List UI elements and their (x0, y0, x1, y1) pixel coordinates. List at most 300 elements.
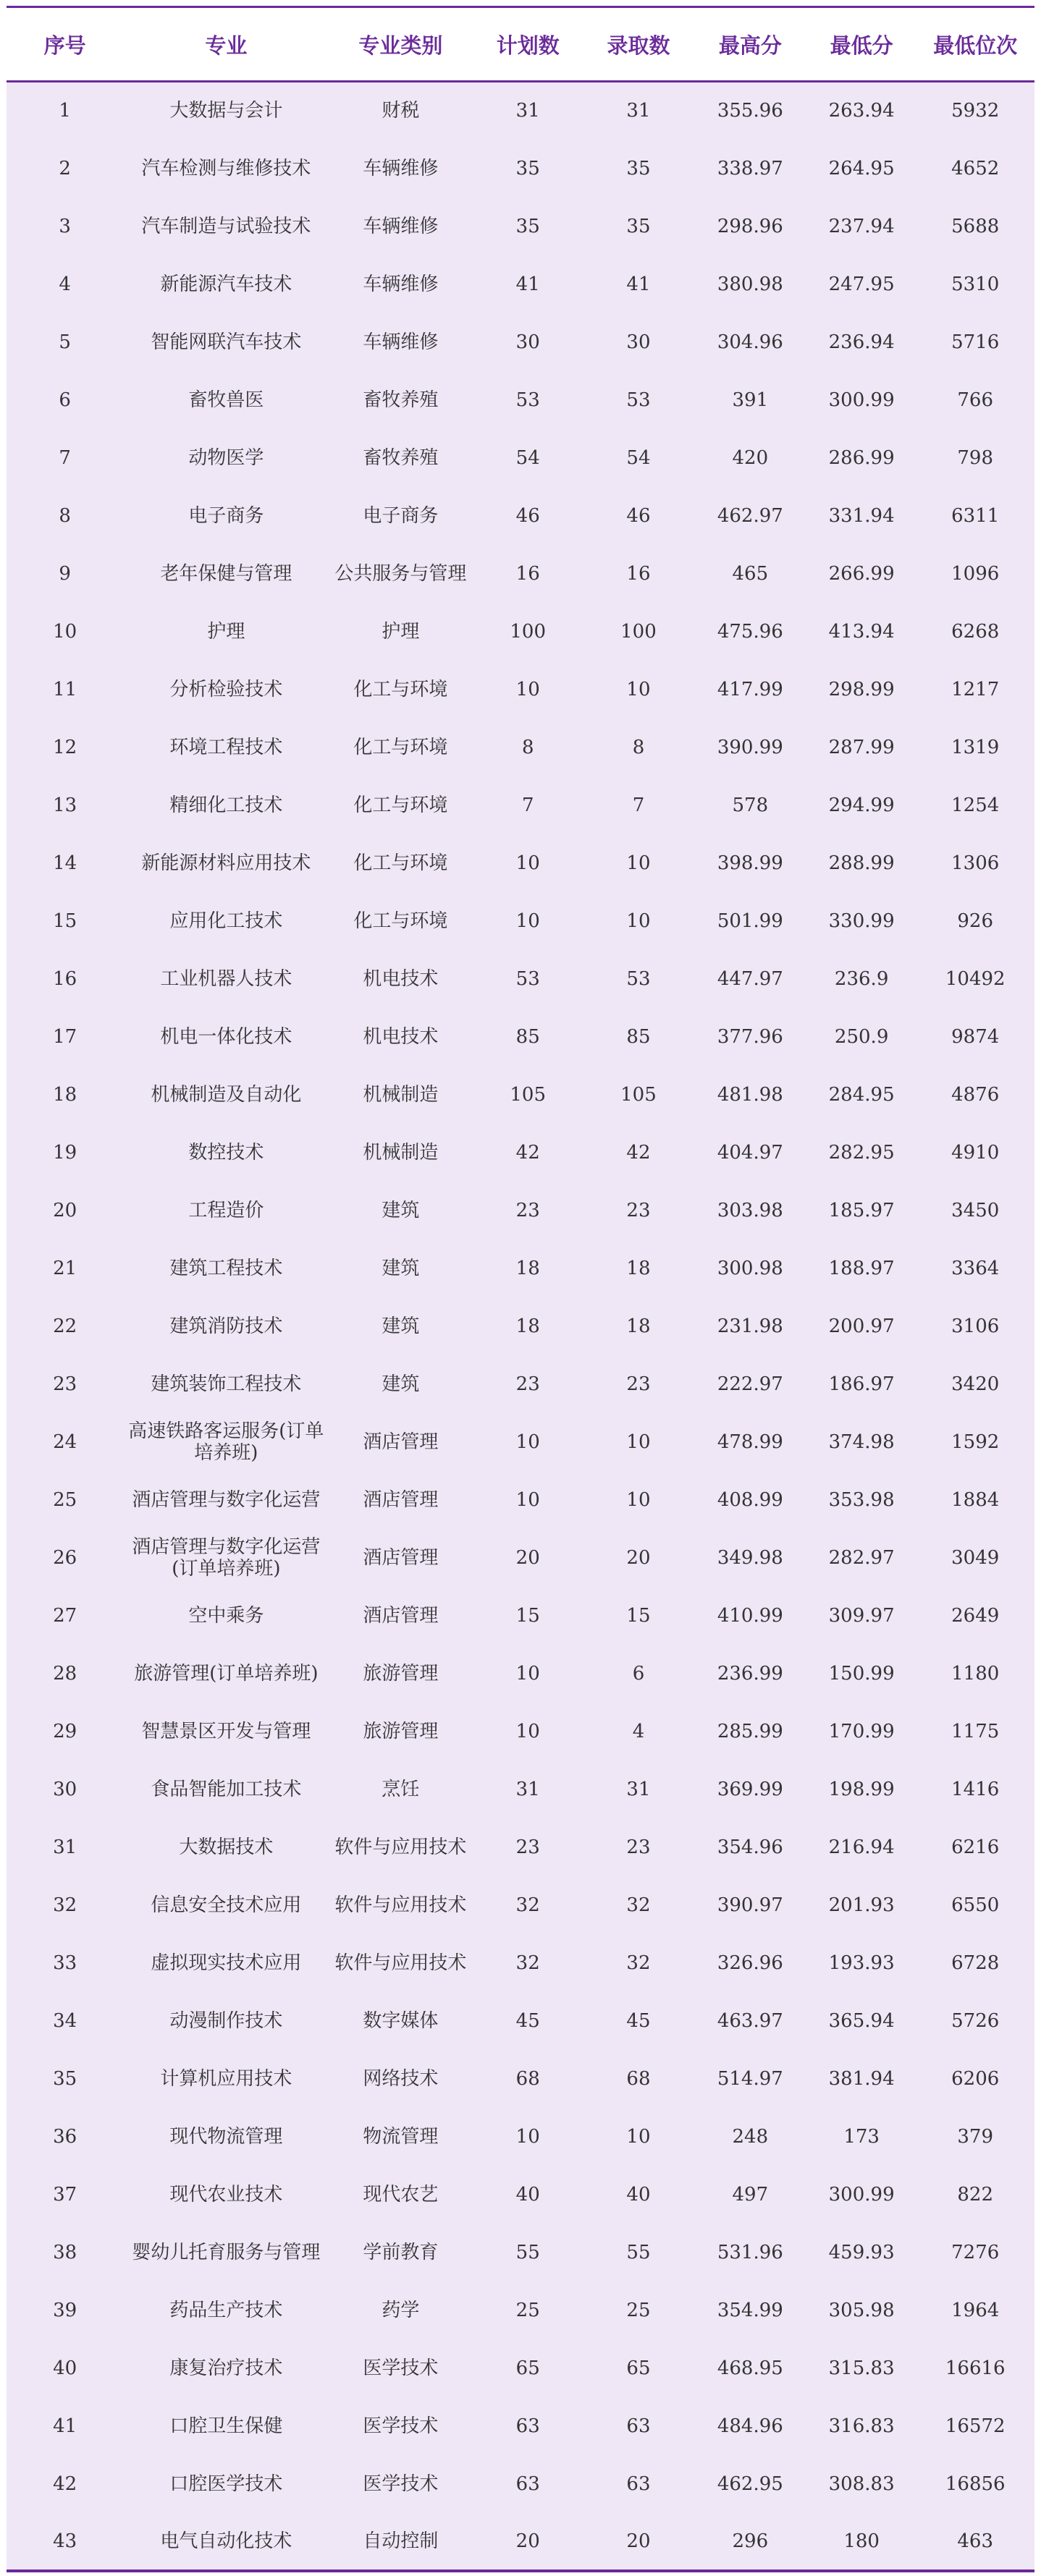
cell-index: 18 (7, 1066, 123, 1124)
cell-major: 分析检验技术 (123, 661, 329, 719)
cell-planned: 7 (472, 776, 583, 834)
cell-category: 畜牧养殖 (329, 371, 472, 429)
cell-category: 车辆维修 (329, 140, 472, 198)
header-row (7, 7, 1034, 82)
cell-index: 20 (7, 1182, 123, 1240)
header-index: 序号 (7, 7, 123, 82)
cell-index: 40 (7, 2339, 123, 2397)
cell-max-score: 398.99 (694, 834, 807, 892)
cell-min-score: 284.95 (807, 1066, 916, 1124)
cell-planned: 10 (472, 834, 583, 892)
cell-category: 旅游管理 (329, 1645, 472, 1703)
cell-admitted: 20 (583, 2513, 694, 2571)
cell-planned: 18 (472, 1240, 583, 1297)
cell-category: 旅游管理 (329, 1703, 472, 1761)
cell-min-rank: 1096 (916, 545, 1034, 603)
table-row (7, 1587, 1034, 1645)
cell-min-score: 459.93 (807, 2224, 916, 2281)
cell-min-score: 198.99 (807, 1761, 916, 1818)
cell-index: 32 (7, 1876, 123, 1934)
cell-admitted: 105 (583, 1066, 694, 1124)
cell-major: 工业机器人技术 (123, 950, 329, 1008)
table-row (7, 1761, 1034, 1818)
cell-min-score: 216.94 (807, 1818, 916, 1876)
table-row (7, 1471, 1034, 1529)
cell-min-score: 287.99 (807, 719, 916, 776)
table-row (7, 140, 1034, 198)
cell-planned: 31 (472, 1761, 583, 1818)
cell-planned: 23 (472, 1818, 583, 1876)
table-row (7, 719, 1034, 776)
cell-major: 现代农业技术 (123, 2166, 329, 2224)
cell-admitted: 65 (583, 2339, 694, 2397)
admission-table-page (7, 6, 1034, 2572)
cell-admitted: 46 (583, 487, 694, 545)
cell-category: 医学技术 (329, 2397, 472, 2455)
table-row (7, 1818, 1034, 1876)
cell-max-score: 531.96 (694, 2224, 807, 2281)
cell-max-score: 408.99 (694, 1471, 807, 1529)
cell-admitted: 20 (583, 1529, 694, 1587)
cell-category: 物流管理 (329, 2108, 472, 2166)
cell-planned: 32 (472, 1876, 583, 1934)
cell-max-score: 390.97 (694, 1876, 807, 1934)
cell-index: 22 (7, 1297, 123, 1355)
table-row (7, 1297, 1034, 1355)
cell-max-score: 475.96 (694, 603, 807, 661)
cell-min-score: 188.97 (807, 1240, 916, 1297)
cell-min-score: 236.94 (807, 313, 916, 371)
cell-index: 24 (7, 1413, 123, 1471)
cell-admitted: 32 (583, 1934, 694, 1992)
admission-score-table (7, 6, 1034, 2572)
cell-category: 化工与环境 (329, 776, 472, 834)
cell-index: 17 (7, 1008, 123, 1066)
cell-index: 6 (7, 371, 123, 429)
cell-min-rank: 6216 (916, 1818, 1034, 1876)
cell-category: 化工与环境 (329, 834, 472, 892)
cell-planned: 20 (472, 1529, 583, 1587)
cell-category: 化工与环境 (329, 892, 472, 950)
cell-max-score: 304.96 (694, 313, 807, 371)
cell-index: 28 (7, 1645, 123, 1703)
table-row (7, 429, 1034, 487)
cell-min-rank: 5688 (916, 198, 1034, 255)
cell-min-rank: 1964 (916, 2281, 1034, 2339)
cell-category: 酒店管理 (329, 1587, 472, 1645)
cell-planned: 65 (472, 2339, 583, 2397)
cell-min-score: 308.83 (807, 2455, 916, 2513)
cell-min-rank: 16856 (916, 2455, 1034, 2513)
cell-category: 建筑 (329, 1355, 472, 1413)
cell-category: 机械制造 (329, 1124, 472, 1182)
cell-admitted: 4 (583, 1703, 694, 1761)
cell-min-rank: 9874 (916, 1008, 1034, 1066)
header-category: 专业类别 (329, 7, 472, 82)
cell-min-rank: 5726 (916, 1992, 1034, 2050)
table-header (7, 7, 1034, 82)
cell-category: 医学技术 (329, 2339, 472, 2397)
cell-min-rank: 3364 (916, 1240, 1034, 1297)
cell-max-score: 300.98 (694, 1240, 807, 1297)
cell-min-score: 150.99 (807, 1645, 916, 1703)
cell-planned: 10 (472, 1471, 583, 1529)
cell-major: 口腔医学技术 (123, 2455, 329, 2513)
cell-category: 车辆维修 (329, 255, 472, 313)
cell-category: 现代农艺 (329, 2166, 472, 2224)
cell-min-score: 381.94 (807, 2050, 916, 2108)
cell-min-rank: 1217 (916, 661, 1034, 719)
cell-major: 旅游管理(订单培养班) (123, 1645, 329, 1703)
cell-planned: 53 (472, 950, 583, 1008)
cell-admitted: 42 (583, 1124, 694, 1182)
cell-category: 畜牧养殖 (329, 429, 472, 487)
cell-min-score: 288.99 (807, 834, 916, 892)
cell-min-rank: 16616 (916, 2339, 1034, 2397)
cell-major: 大数据与会计 (123, 82, 329, 140)
cell-admitted: 32 (583, 1876, 694, 1934)
cell-planned: 10 (472, 892, 583, 950)
cell-admitted: 7 (583, 776, 694, 834)
cell-major: 建筑装饰工程技术 (123, 1355, 329, 1413)
cell-planned: 30 (472, 313, 583, 371)
cell-min-score: 237.94 (807, 198, 916, 255)
cell-major: 信息安全技术应用 (123, 1876, 329, 1934)
cell-max-score: 462.95 (694, 2455, 807, 2513)
header-min-score: 最低分 (807, 7, 916, 82)
cell-min-score: 200.97 (807, 1297, 916, 1355)
cell-index: 37 (7, 2166, 123, 2224)
cell-max-score: 377.96 (694, 1008, 807, 1066)
cell-planned: 54 (472, 429, 583, 487)
cell-max-score: 326.96 (694, 1934, 807, 1992)
cell-major: 康复治疗技术 (123, 2339, 329, 2397)
cell-min-rank: 6550 (916, 1876, 1034, 1934)
cell-planned: 42 (472, 1124, 583, 1182)
cell-major: 高速铁路客运服务(订单培养班) (123, 1413, 329, 1471)
cell-admitted: 10 (583, 661, 694, 719)
cell-min-score: 282.95 (807, 1124, 916, 1182)
cell-min-score: 286.99 (807, 429, 916, 487)
cell-index: 39 (7, 2281, 123, 2339)
cell-major: 酒店管理与数字化运营(订单培养班) (123, 1529, 329, 1587)
cell-min-rank: 1180 (916, 1645, 1034, 1703)
cell-category: 酒店管理 (329, 1413, 472, 1471)
cell-max-score: 391 (694, 371, 807, 429)
cell-major: 酒店管理与数字化运营 (123, 1471, 329, 1529)
cell-index: 1 (7, 82, 123, 140)
cell-max-score: 447.97 (694, 950, 807, 1008)
cell-min-rank: 1306 (916, 834, 1034, 892)
cell-planned: 10 (472, 1703, 583, 1761)
cell-category: 化工与环境 (329, 661, 472, 719)
cell-min-rank: 379 (916, 2108, 1034, 2166)
cell-index: 19 (7, 1124, 123, 1182)
cell-min-score: 315.83 (807, 2339, 916, 2397)
table-row (7, 892, 1034, 950)
cell-major: 动漫制作技术 (123, 1992, 329, 2050)
table-row (7, 1529, 1034, 1587)
cell-category: 软件与应用技术 (329, 1934, 472, 1992)
cell-index: 8 (7, 487, 123, 545)
cell-planned: 18 (472, 1297, 583, 1355)
cell-min-rank: 4876 (916, 1066, 1034, 1124)
cell-min-rank: 822 (916, 2166, 1034, 2224)
cell-major: 护理 (123, 603, 329, 661)
cell-category: 机械制造 (329, 1066, 472, 1124)
cell-index: 14 (7, 834, 123, 892)
cell-min-rank: 1319 (916, 719, 1034, 776)
cell-major: 食品智能加工技术 (123, 1761, 329, 1818)
cell-category: 建筑 (329, 1240, 472, 1297)
table-row (7, 661, 1034, 719)
cell-admitted: 53 (583, 950, 694, 1008)
cell-category: 化工与环境 (329, 719, 472, 776)
cell-min-score: 294.99 (807, 776, 916, 834)
cell-index: 25 (7, 1471, 123, 1529)
cell-min-rank: 16572 (916, 2397, 1034, 2455)
cell-admitted: 10 (583, 892, 694, 950)
table-row (7, 2513, 1034, 2571)
cell-category: 机电技术 (329, 1008, 472, 1066)
cell-category: 软件与应用技术 (329, 1876, 472, 1934)
table-row (7, 1703, 1034, 1761)
cell-category: 烹饪 (329, 1761, 472, 1818)
cell-category: 车辆维修 (329, 313, 472, 371)
cell-min-score: 374.98 (807, 1413, 916, 1471)
cell-max-score: 296 (694, 2513, 807, 2571)
table-row (7, 487, 1034, 545)
cell-planned: 68 (472, 2050, 583, 2108)
table-row (7, 776, 1034, 834)
cell-major: 大数据技术 (123, 1818, 329, 1876)
cell-major: 畜牧兽医 (123, 371, 329, 429)
cell-major: 药品生产技术 (123, 2281, 329, 2339)
cell-admitted: 18 (583, 1297, 694, 1355)
cell-planned: 32 (472, 1934, 583, 1992)
cell-index: 26 (7, 1529, 123, 1587)
cell-min-score: 331.94 (807, 487, 916, 545)
table-row (7, 1182, 1034, 1240)
table-row (7, 2224, 1034, 2281)
cell-min-rank: 6268 (916, 603, 1034, 661)
cell-admitted: 55 (583, 2224, 694, 2281)
cell-planned: 41 (472, 255, 583, 313)
cell-category: 学前教育 (329, 2224, 472, 2281)
cell-min-rank: 1175 (916, 1703, 1034, 1761)
cell-index: 41 (7, 2397, 123, 2455)
cell-min-score: 298.99 (807, 661, 916, 719)
cell-min-rank: 3450 (916, 1182, 1034, 1240)
cell-category: 财税 (329, 82, 472, 140)
cell-planned: 10 (472, 1413, 583, 1471)
table-row (7, 1413, 1034, 1471)
cell-planned: 25 (472, 2281, 583, 2339)
cell-index: 16 (7, 950, 123, 1008)
cell-max-score: 501.99 (694, 892, 807, 950)
table-row (7, 834, 1034, 892)
cell-max-score: 231.98 (694, 1297, 807, 1355)
cell-max-score: 417.99 (694, 661, 807, 719)
cell-category: 公共服务与管理 (329, 545, 472, 603)
cell-max-score: 354.99 (694, 2281, 807, 2339)
header-planned: 计划数 (472, 7, 583, 82)
cell-min-score: 316.83 (807, 2397, 916, 2455)
cell-index: 27 (7, 1587, 123, 1645)
cell-min-rank: 798 (916, 429, 1034, 487)
cell-max-score: 420 (694, 429, 807, 487)
cell-planned: 15 (472, 1587, 583, 1645)
cell-min-rank: 3106 (916, 1297, 1034, 1355)
cell-admitted: 16 (583, 545, 694, 603)
cell-major: 机电一体化技术 (123, 1008, 329, 1066)
table-row (7, 371, 1034, 429)
cell-min-rank: 5716 (916, 313, 1034, 371)
table-row (7, 2108, 1034, 2166)
cell-index: 15 (7, 892, 123, 950)
cell-min-score: 353.98 (807, 1471, 916, 1529)
cell-max-score: 514.97 (694, 2050, 807, 2108)
cell-major: 环境工程技术 (123, 719, 329, 776)
cell-min-rank: 3420 (916, 1355, 1034, 1413)
cell-max-score: 354.96 (694, 1818, 807, 1876)
cell-planned: 53 (472, 371, 583, 429)
cell-max-score: 338.97 (694, 140, 807, 198)
cell-index: 3 (7, 198, 123, 255)
cell-major: 汽车制造与试验技术 (123, 198, 329, 255)
cell-min-score: 263.94 (807, 82, 916, 140)
cell-admitted: 6 (583, 1645, 694, 1703)
cell-min-rank: 6728 (916, 1934, 1034, 1992)
header-admitted: 录取数 (583, 7, 694, 82)
cell-category: 自动控制 (329, 2513, 472, 2571)
cell-major: 婴幼儿托育服务与管理 (123, 2224, 329, 2281)
cell-min-score: 170.99 (807, 1703, 916, 1761)
cell-max-score: 380.98 (694, 255, 807, 313)
cell-index: 9 (7, 545, 123, 603)
table-row (7, 1066, 1034, 1124)
table-row (7, 1008, 1034, 1066)
cell-major: 新能源材料应用技术 (123, 834, 329, 892)
cell-major: 汽车检测与维修技术 (123, 140, 329, 198)
cell-major: 虚拟现实技术应用 (123, 1934, 329, 1992)
table-row (7, 313, 1034, 371)
cell-min-score: 193.93 (807, 1934, 916, 1992)
cell-planned: 46 (472, 487, 583, 545)
cell-min-score: 185.97 (807, 1182, 916, 1240)
cell-major: 动物医学 (123, 429, 329, 487)
cell-category: 护理 (329, 603, 472, 661)
cell-min-score: 236.9 (807, 950, 916, 1008)
cell-admitted: 35 (583, 140, 694, 198)
cell-major: 精细化工技术 (123, 776, 329, 834)
cell-admitted: 54 (583, 429, 694, 487)
cell-admitted: 15 (583, 1587, 694, 1645)
cell-admitted: 35 (583, 198, 694, 255)
header-major: 专业 (123, 7, 329, 82)
cell-index: 34 (7, 1992, 123, 2050)
cell-admitted: 85 (583, 1008, 694, 1066)
cell-planned: 105 (472, 1066, 583, 1124)
cell-min-score: 186.97 (807, 1355, 916, 1413)
cell-min-score: 413.94 (807, 603, 916, 661)
cell-admitted: 23 (583, 1182, 694, 1240)
cell-max-score: 578 (694, 776, 807, 834)
cell-category: 数字媒体 (329, 1992, 472, 2050)
cell-planned: 31 (472, 82, 583, 140)
cell-min-score: 264.95 (807, 140, 916, 198)
table-row (7, 1240, 1034, 1297)
cell-planned: 35 (472, 140, 583, 198)
cell-admitted: 10 (583, 834, 694, 892)
cell-max-score: 410.99 (694, 1587, 807, 1645)
cell-min-score: 201.93 (807, 1876, 916, 1934)
cell-min-score: 300.99 (807, 2166, 916, 2224)
cell-index: 13 (7, 776, 123, 834)
cell-category: 网络技术 (329, 2050, 472, 2108)
cell-planned: 63 (472, 2397, 583, 2455)
cell-min-score: 173 (807, 2108, 916, 2166)
cell-min-rank: 5932 (916, 82, 1034, 140)
cell-max-score: 481.98 (694, 1066, 807, 1124)
cell-min-score: 365.94 (807, 1992, 916, 2050)
cell-index: 23 (7, 1355, 123, 1413)
cell-max-score: 349.98 (694, 1529, 807, 1587)
cell-category: 药学 (329, 2281, 472, 2339)
cell-planned: 10 (472, 1645, 583, 1703)
cell-index: 7 (7, 429, 123, 487)
cell-major: 现代物流管理 (123, 2108, 329, 2166)
cell-admitted: 8 (583, 719, 694, 776)
table-row (7, 2455, 1034, 2513)
cell-max-score: 236.99 (694, 1645, 807, 1703)
cell-admitted: 41 (583, 255, 694, 313)
table-row (7, 1124, 1034, 1182)
cell-admitted: 40 (583, 2166, 694, 2224)
cell-min-rank: 3049 (916, 1529, 1034, 1587)
table-row (7, 2050, 1034, 2108)
cell-max-score: 462.97 (694, 487, 807, 545)
cell-max-score: 222.97 (694, 1355, 807, 1413)
cell-planned: 10 (472, 661, 583, 719)
cell-planned: 10 (472, 2108, 583, 2166)
cell-major: 建筑消防技术 (123, 1297, 329, 1355)
cell-index: 10 (7, 603, 123, 661)
cell-min-score: 309.97 (807, 1587, 916, 1645)
cell-min-rank: 2649 (916, 1587, 1034, 1645)
cell-admitted: 23 (583, 1818, 694, 1876)
cell-max-score: 468.95 (694, 2339, 807, 2397)
header-min-rank: 最低位次 (916, 7, 1034, 82)
cell-max-score: 484.96 (694, 2397, 807, 2455)
table-row (7, 255, 1034, 313)
cell-admitted: 45 (583, 1992, 694, 2050)
cell-max-score: 463.97 (694, 1992, 807, 2050)
cell-min-rank: 926 (916, 892, 1034, 950)
cell-admitted: 25 (583, 2281, 694, 2339)
cell-category: 医学技术 (329, 2455, 472, 2513)
cell-max-score: 303.98 (694, 1182, 807, 1240)
cell-admitted: 68 (583, 2050, 694, 2108)
cell-min-score: 247.95 (807, 255, 916, 313)
cell-admitted: 18 (583, 1240, 694, 1297)
cell-planned: 20 (472, 2513, 583, 2571)
cell-index: 35 (7, 2050, 123, 2108)
cell-admitted: 30 (583, 313, 694, 371)
cell-planned: 45 (472, 1992, 583, 2050)
cell-index: 2 (7, 140, 123, 198)
cell-max-score: 369.99 (694, 1761, 807, 1818)
